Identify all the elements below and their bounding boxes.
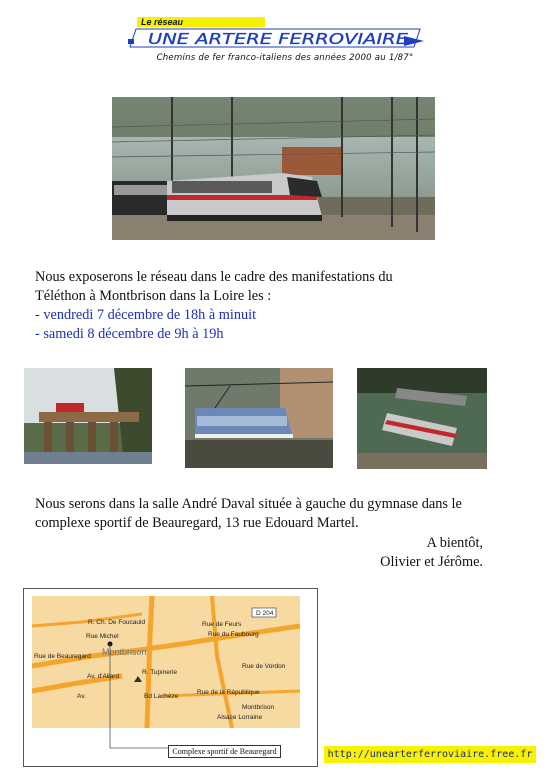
- map-pointer-line: [109, 728, 169, 752]
- cc-locomotive-photo: [357, 368, 487, 469]
- main-train-photo: [112, 97, 435, 240]
- locomotive-photo: [185, 368, 333, 468]
- map-label-av: Av.: [77, 693, 86, 700]
- map-label-michel: Rue Michel: [86, 633, 119, 640]
- closing-line-2: Olivier et Jérôme.: [380, 554, 483, 570]
- map-town-label: Montbrison: [102, 647, 147, 657]
- map-label-faubourg: Rue du Faubourg: [208, 631, 259, 638]
- map-label-republique: Rue de la République: [197, 689, 260, 696]
- date-friday: - vendredi 7 décembre de 18h à minuit: [35, 307, 257, 323]
- venue-line-2: complexe sportif de Beauregard, 13 rue Edouard Martel.: [35, 515, 359, 531]
- map-label-foucauld: R. Ch. De Foucauld: [88, 619, 146, 626]
- map-label-feurs: Rue de Feurs: [202, 621, 242, 628]
- venue-line-1: Nous serons dans la salle André Daval située à gauche du gymnase dans le: [35, 496, 462, 512]
- map-label-montbrison-small: Montbrison: [242, 704, 275, 711]
- closing-line-1: A bientôt,: [426, 535, 483, 551]
- venue-text: [35, 495, 505, 533]
- site-logo: [128, 27, 428, 49]
- viaduct-photo: [24, 368, 152, 464]
- location-map[interactable]: [32, 596, 300, 728]
- intro-line-1: Nous exposerons le réseau dans le cadre des manifestations du: [35, 269, 393, 285]
- map-label-lacheze: Bd Lachèze: [144, 693, 179, 700]
- map-label-beauregard: Rue de Beauregard: [34, 653, 91, 660]
- intro-text: [35, 268, 505, 344]
- map-label-tupinerie: R. Tupinerie: [142, 669, 178, 676]
- map-label-alsace: Alsace Lorraine: [217, 714, 263, 721]
- intro-line-2: Téléthon à Montbrison dans la Loire les :: [35, 288, 272, 304]
- closing-text: [380, 534, 483, 572]
- map-label-d204: D 204: [256, 610, 274, 617]
- map-label-vordon: Rue de Vordon: [242, 663, 286, 670]
- logo-text: UNE ARTERE FERROVIAIRE: [148, 30, 409, 48]
- map-caption: Complexe sportif de Beauregard: [168, 745, 281, 758]
- map-label-allard: Av. d'Allard: [87, 673, 120, 680]
- website-link[interactable]: http://unearterferroviaire.free.fr: [324, 746, 536, 763]
- header-subtitle: Chemins de fer franco-italiens des années 2000 au 1/87°: [156, 53, 414, 63]
- date-saturday: - samedi 8 décembre de 9h à 19h: [35, 326, 224, 342]
- header-tagline: Le réseau: [137, 17, 265, 27]
